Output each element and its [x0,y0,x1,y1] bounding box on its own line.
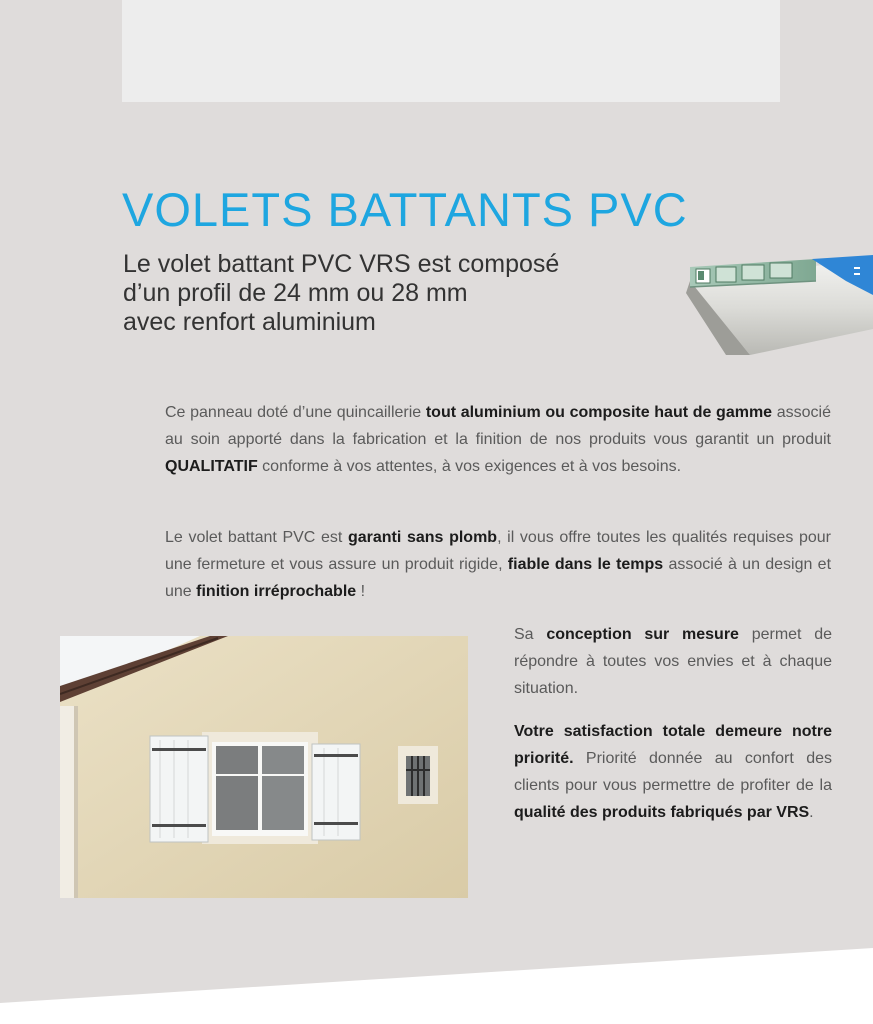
emphasis-text: qualité des produits fabriqués par VRS [514,804,810,821]
house-shutters-photo [60,636,468,898]
subtitle-line: d’un profil de 24 mm ou 28 mm [123,279,468,307]
emphasis-text: conception sur mesure [546,626,739,643]
header-panel [122,0,780,102]
emphasis-text: QUALITATIF [165,458,258,475]
body-text: , il vous offre toutes les qualités requises pour une fermeture et vous assure un produit rigide, [165,529,831,573]
page-title: VOLETS BATTANTS PVC [122,183,688,236]
body-text: Priorité donnée au confort des clients pour vous permettre de profiter de la [514,750,832,794]
subtitle [123,250,663,337]
body-text: associé à un design et une [165,556,832,600]
body-text: Le volet battant PVC est [165,529,348,546]
body-text: ! [356,583,366,600]
emphasis-text: Votre satisfaction totale demeure notre priorité. [514,723,832,767]
pvc-profile-image [686,255,873,355]
body-text: associé au soin apporté dans la fabrication et la finition de nos produits vous garantit un produit [165,404,831,448]
body-text: Ce panneau doté d’une quincaillerie [165,404,426,421]
body-text: Sa [514,626,547,643]
emphasis-text: fiable dans le temps [507,556,664,573]
paragraph-guarantee [165,524,831,605]
emphasis-text: garanti sans plomb [347,529,498,546]
subtitle-line: Le volet battant PVC VRS est composé [123,250,560,278]
subtitle-line: avec renfort aluminium [123,308,376,336]
body-text: . [809,804,814,821]
body-text: permet de répondre à toutes vos envies et à chaque situation. [514,626,833,697]
paragraph-custom-design [514,621,832,702]
body-text: conforme à vos attentes, à vos exigences et à vos besoins. [257,458,682,475]
paragraph-quality [165,399,831,480]
emphasis-text: tout aluminium ou composite haut de gamme [425,404,773,421]
paragraph-satisfaction [514,718,832,826]
emphasis-text: finition irréprochable [196,583,357,600]
